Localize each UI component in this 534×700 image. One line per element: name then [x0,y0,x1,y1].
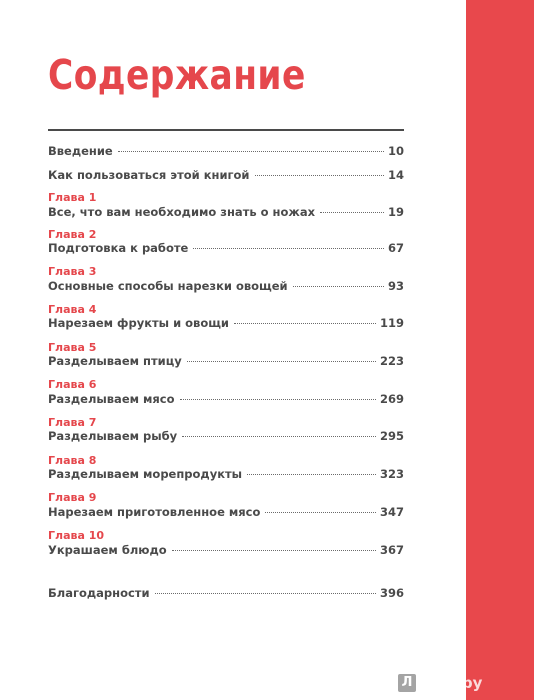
dot-leader [180,399,376,400]
dot-leader [234,323,376,324]
toc-entry[interactable] [48,241,404,256]
dot-leader [172,550,376,551]
toc-entry-page: 19 [387,205,404,219]
dot-leader [155,593,376,594]
chapter-label: Глава 7 [48,416,97,429]
dot-leader [182,436,376,437]
watermark-logo [398,672,534,698]
title-divider [48,129,404,131]
dot-leader [265,512,376,513]
dot-leader [187,361,376,362]
toc-entry-title: Разделываем птицу [48,354,182,368]
toc-entry[interactable] [48,205,404,220]
toc-entry-title: Основные способы нарезки овощей [48,279,288,293]
chapter-label: Глава 5 [48,341,97,354]
toc-entry[interactable] [48,392,404,407]
toc-entry-page: 347 [379,505,404,519]
chapter-label: Глава 4 [48,303,97,316]
dot-leader [193,248,384,249]
toc-entry-title: Подготовка к работе [48,241,189,255]
toc-entry-page: 67 [387,241,404,255]
dot-leader [293,286,384,287]
chapter-label: Глава 1 [48,191,97,204]
chapter-label: Глава 10 [48,529,105,542]
toc-entry-title: Разделываем мясо [48,392,175,406]
toc-entry-title: Разделываем рыбу [48,429,178,443]
dot-leader [118,151,384,152]
toc-entry-page: 396 [379,586,404,600]
chapter-label: Глава 2 [48,228,97,241]
toc-entry[interactable] [48,168,404,183]
toc-entry-title: Разделываем морепродукты [48,467,243,481]
toc-entry[interactable] [48,467,404,482]
toc-entry-page: 295 [379,429,404,443]
toc-entry-title: Введение [48,144,113,158]
chapter-label: Глава 3 [48,265,97,278]
toc-entry[interactable] [48,354,404,369]
toc-entry-title: Украшаем блюдо [48,543,167,557]
toc-entry-page: 223 [379,354,404,368]
toc-entry-page: 269 [379,392,404,406]
toc-entry[interactable] [48,316,404,331]
dot-leader [320,212,384,213]
toc-entry[interactable] [48,429,404,444]
watermark-text: ...нт.ру [420,674,483,692]
chapter-label: Глава 9 [48,491,97,504]
toc-entry-title: Благодарности [48,586,150,600]
toc-entry-page: 119 [379,316,404,330]
toc-entry-title: Нарезаем фрукты и овощи [48,316,229,330]
chapter-label: Глава 8 [48,454,97,467]
toc-entry[interactable] [48,144,404,159]
toc-entry[interactable] [48,505,404,520]
page-title: Содержание [48,51,306,99]
toc-entry-page: 323 [379,467,404,481]
chapter-label: Глава 6 [48,378,97,391]
toc-entry-page: 93 [387,279,404,293]
toc-entry[interactable] [48,543,404,558]
dot-leader [247,474,376,475]
toc-entry-title: Нарезаем приготовленное мясо [48,505,261,519]
toc-entry[interactable] [48,279,404,294]
toc-entry[interactable] [48,586,404,601]
red-side-band [466,0,534,700]
dot-leader [255,175,384,176]
toc-entry-title: Как пользоваться этой книгой [48,168,250,182]
labirint-logo-icon: Л [398,674,416,692]
toc-entry-page: 367 [379,543,404,557]
toc-entry-page: 10 [387,144,404,158]
toc-entry-title: Все, что вам необходимо знать о ножах [48,205,316,219]
toc-entry-page: 14 [387,168,404,182]
